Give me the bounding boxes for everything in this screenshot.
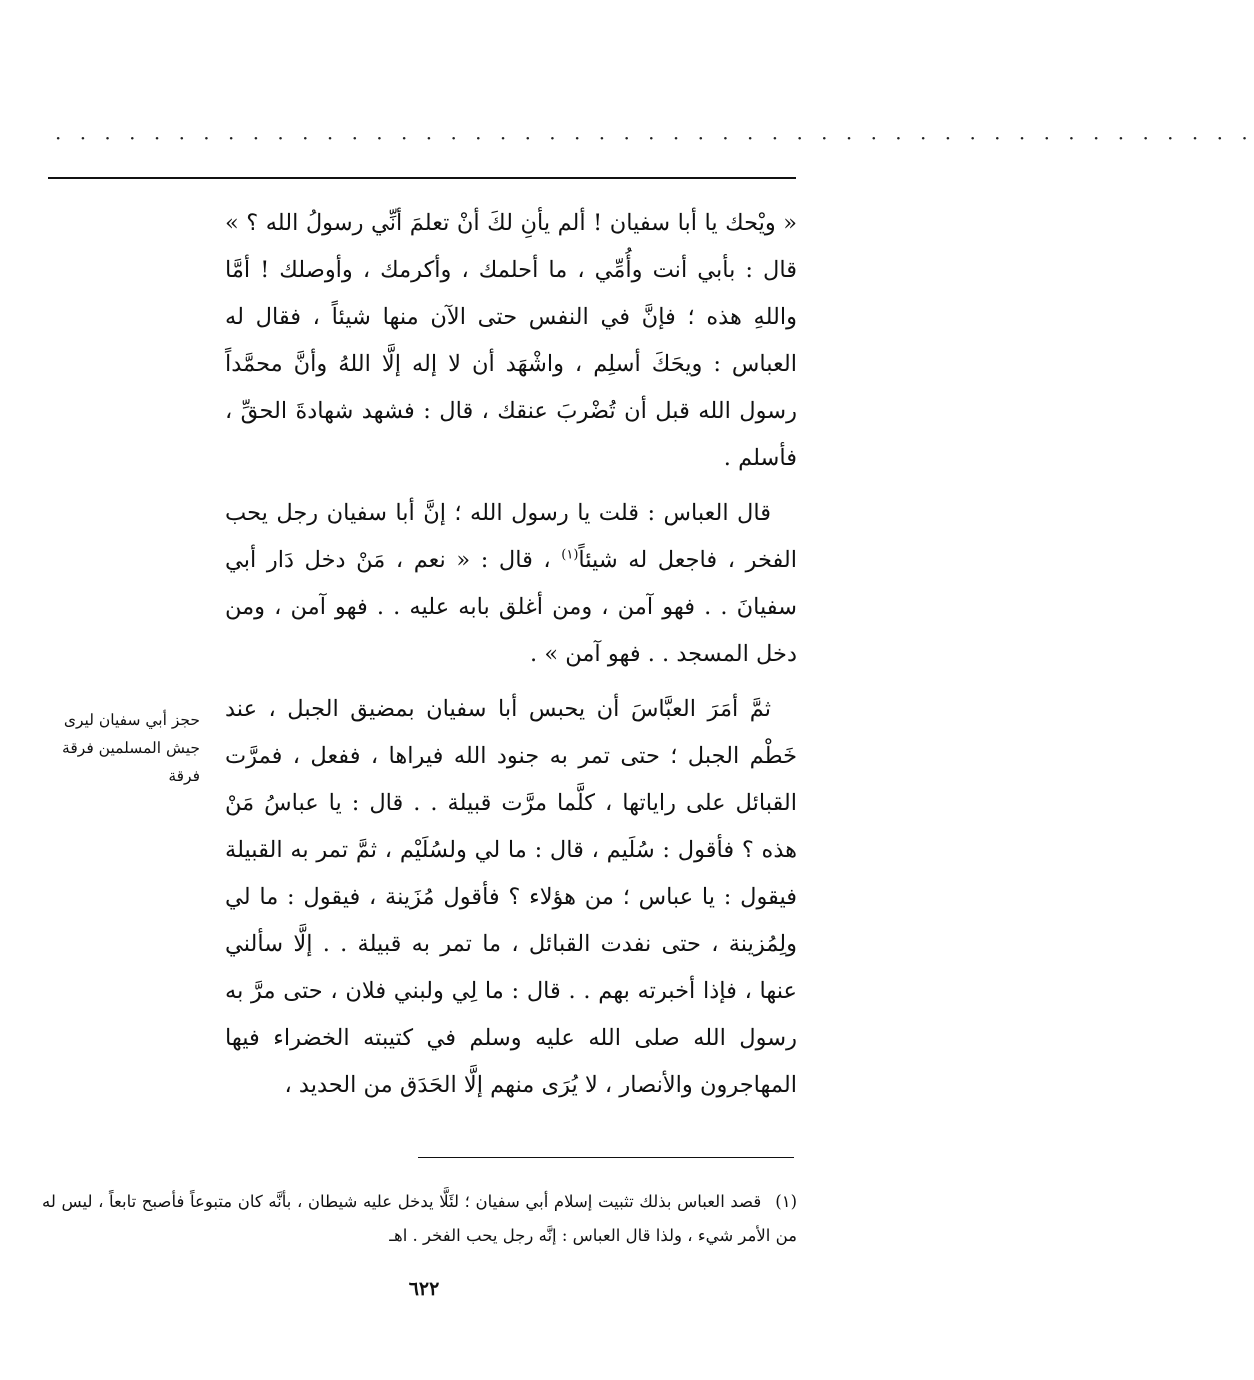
p1-line-4: العباس : ويحَكَ أسلِم ، واشْهَد أن لا إله إلَّا اللهُ وأنَّ محمَّداً <box>225 351 797 377</box>
margin-note: حجز أبي سفيان ليرى جيش المسلمين فرقة فرقة <box>62 711 200 785</box>
p2-text-b: ، قال : « نعم ، مَنْ دخل دَار أبي سفيانَ . . فهو آمن ، ومن أغلق بابه عليه . . فهو آمن ، ومن دخل المسجد . . فهو آمن » . <box>225 547 797 667</box>
p1-line-2: قال : بأبي أنت وأُمِّي ، ما أحلمك ، وأكرمك ، وأوصلك ! <box>260 257 797 283</box>
p1-line-1: « ويْحك يا أبا سفيان ! ألم يأنِ لكَ أنْ تعلمَ أنِّي رسولُ الله ؟ » <box>225 210 797 236</box>
header-dotted-line: · · · · · · · · · · · · · · · · · · · · · · · · · · · · · · · · · · · · · · · · · · · · · · · · · <box>55 126 1254 150</box>
footnote-rule <box>418 1157 794 1158</box>
paragraph-2 <box>225 490 797 678</box>
p1-line-5: رسول الله قبل أن تُضْربَ عنقك ، قال : فشهد شهادةَ الحقِّ ، <box>225 398 797 424</box>
paragraph-3: ثمَّ أمَرَ العبَّاسَ أن يحبس أبا سفيان بمضيق الجبل ، عند خَطْم الجبل ؛ حتى تمر به جنود الله فيراها ، ففعل ، فمرَّت القبائل على راياتها ، كلَّما مرَّت قبيلة . . قال : يا عباسُ مَنْ هذه ؟ فأقول : سُلَيم ، قال : ما لي ولسُلَيْم ، ثمَّ تمر به القبيلة فيقول : يا عباس ؛ من هؤلاء ؟ فأقول مُزَينة ، فيقول : ما لي ولِمُزينة ، حتى نفدت القبائل ، ما تمر به قبيلة . . إلَّا سألني عنها ، فإذا أخبرته بهم . . قال : ما لِي ولبني فلان ، حتى مرَّ به رسول الله صلى الله عليه وسلم في كتيبته الخضراء فيها المهاجرون والأنصار ، لا يُرَى منهم إلَّا الحَدَق من الحديد ، <box>225 696 797 1098</box>
paragraph-1 <box>225 200 797 482</box>
p2-text-a: قال العباس : قلت يا رسول الله ؛ إنَّ أبا سفيان رجل يحب الفخر ، فاجعل له شيئاً <box>225 500 798 573</box>
main-text <box>225 200 797 1109</box>
footnote-text: قصد العباس بذلك تثبيت إسلام أبي سفيان ؛ لئَلَّا يدخل عليه شيطان ، بأنَّه كان متبوعاً فأصبح تابعاً ، ليس له من الأمر شيء ، ولذا قال العباس : إنَّه رجل يحب الفخر . اهـ <box>42 1192 797 1245</box>
footnote <box>42 1185 797 1253</box>
footnote-number: (١) <box>775 1192 797 1211</box>
p1-line-3: أمَّا واللهِ هذه ؛ فإنَّ في النفس حتى الآن منها شيئاً ، فقال له <box>225 257 797 330</box>
p1-line-6: فأسلم . <box>723 445 797 471</box>
header-rule <box>48 177 796 179</box>
footnote-reference[interactable]: (١) <box>561 547 579 563</box>
page-number: ٦٢٢ <box>408 1278 440 1300</box>
